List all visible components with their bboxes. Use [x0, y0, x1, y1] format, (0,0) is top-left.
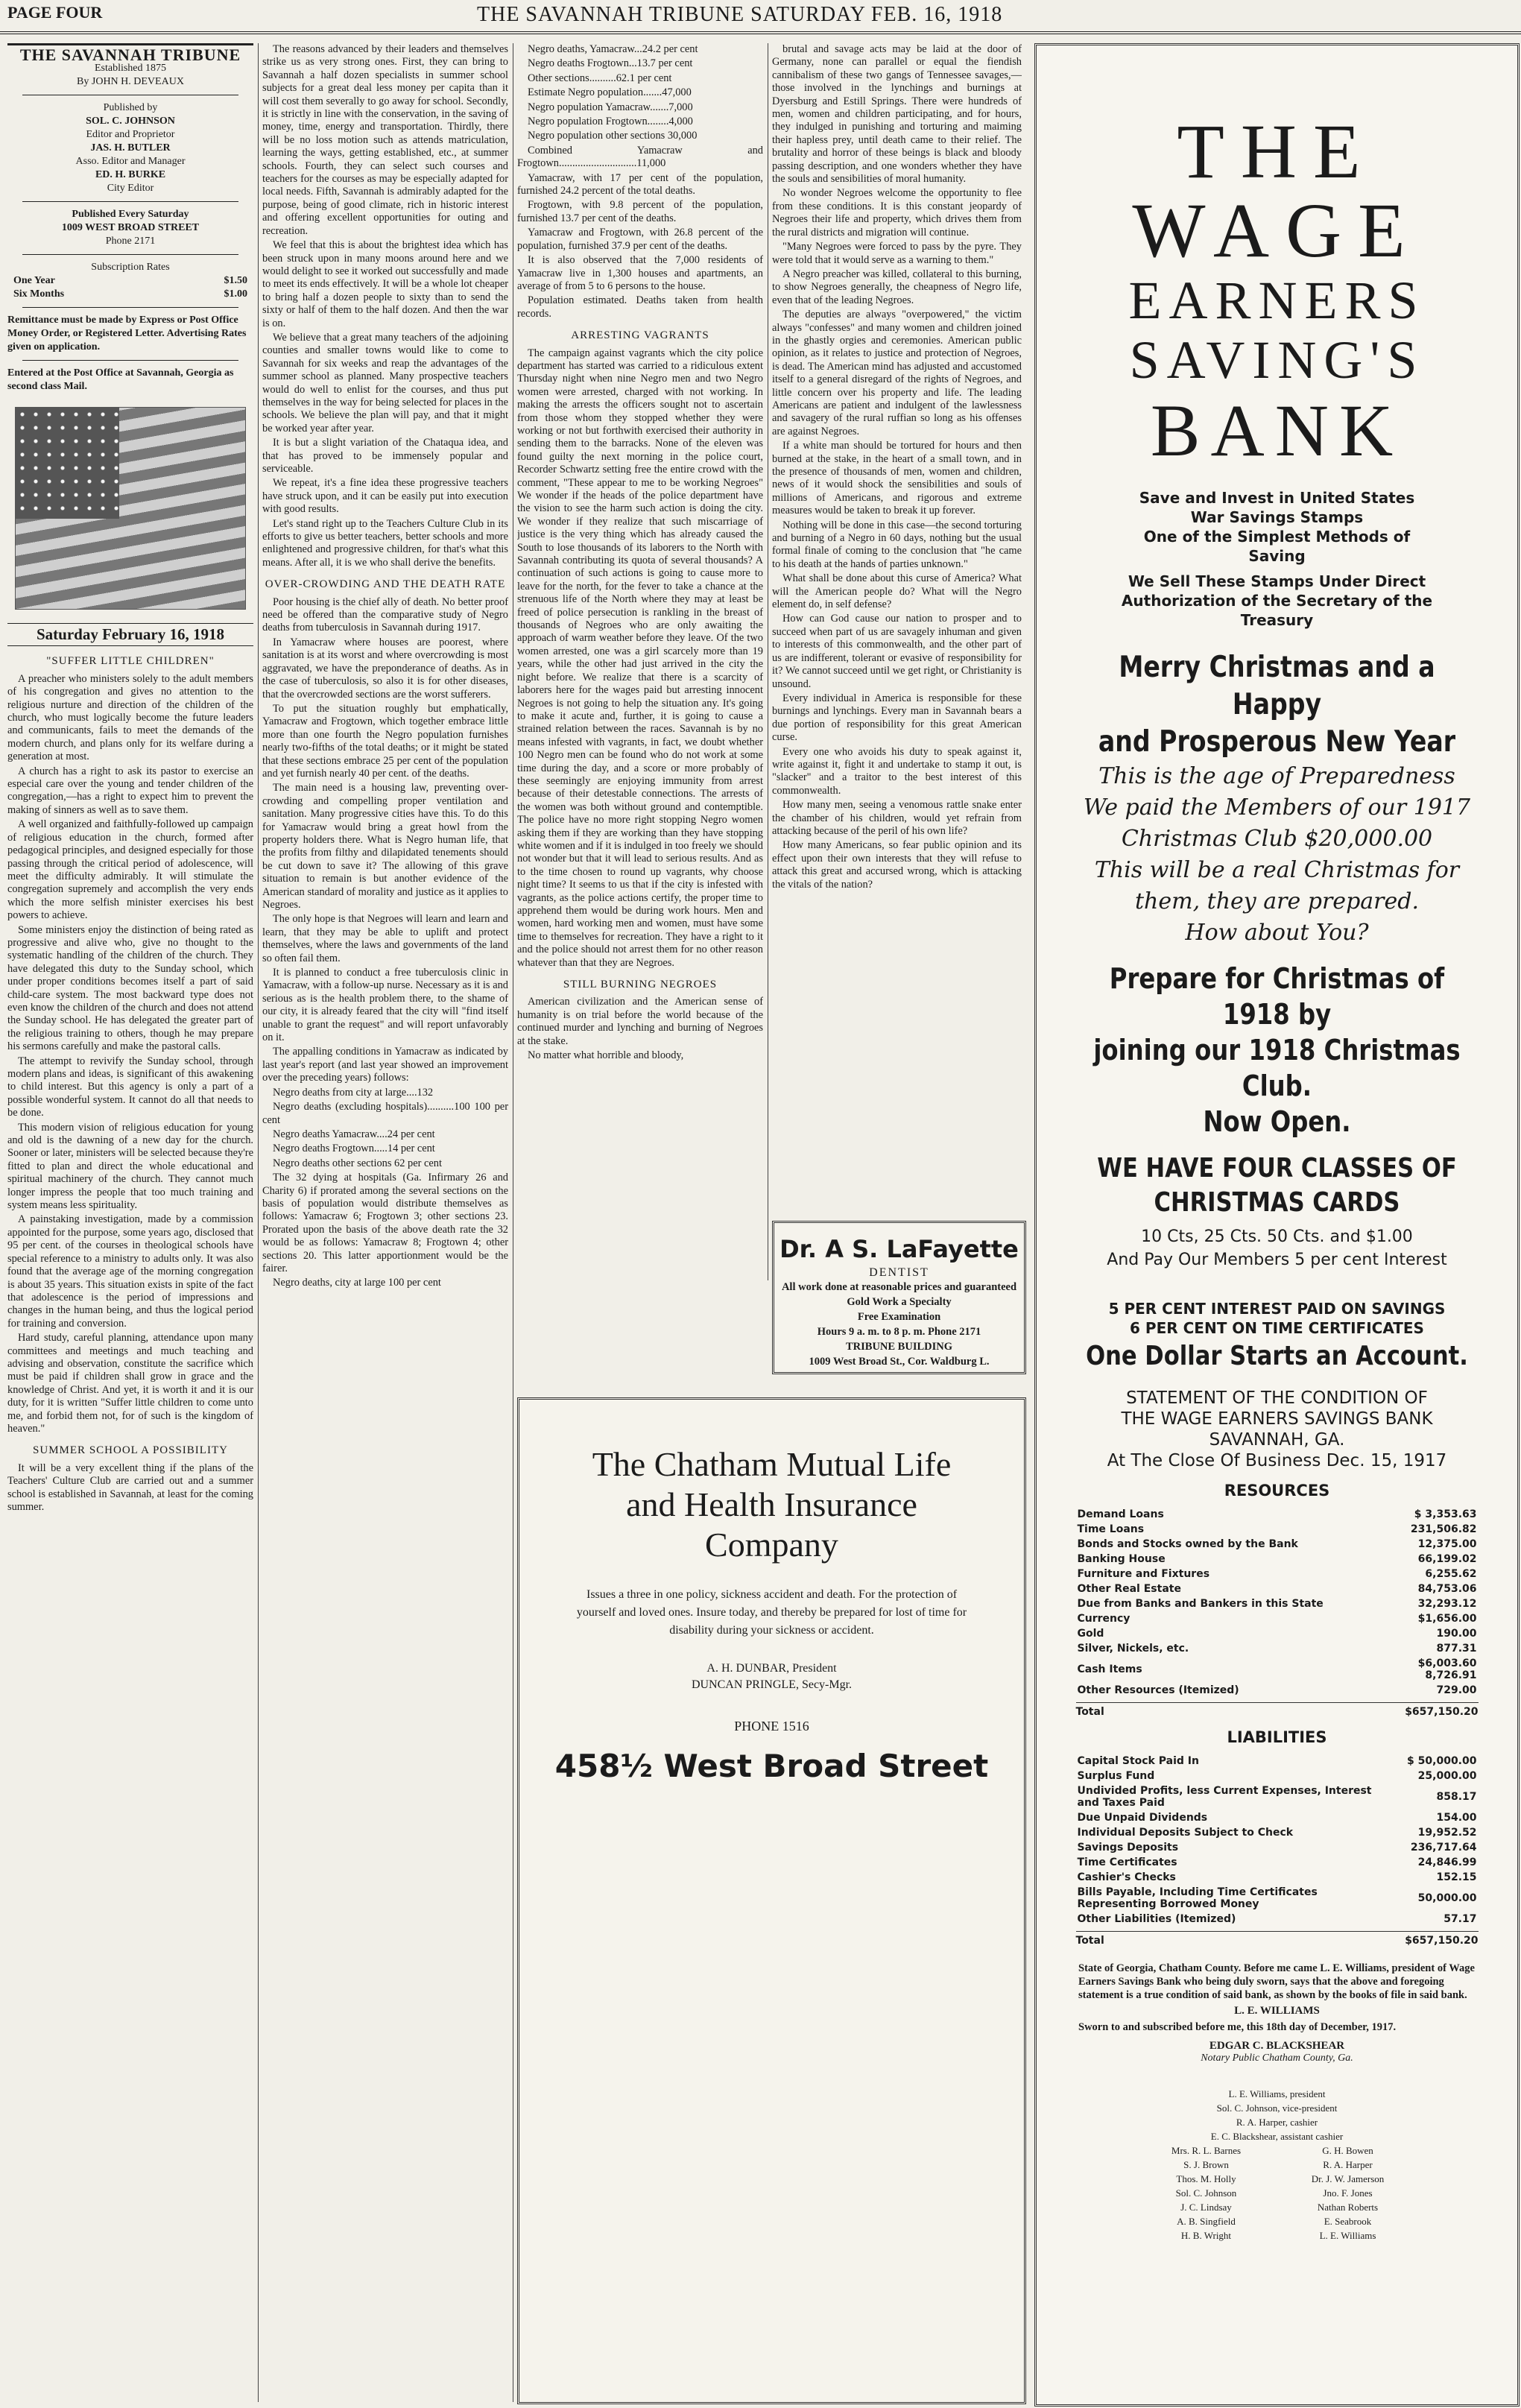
- stat-line: Combined Yamacraw and Frogtown.............................11,000: [517, 144, 763, 170]
- masthead-pub-info: Published Every Saturday: [72, 209, 189, 220]
- paragraph: No wonder Negroes welcome the opportunity to flee from these conditions. It is this constant jeopardy of Negroes their life and property, which drives them from the rural districts and migration will continue.: [772, 187, 1022, 238]
- issue-date: Saturday February 16, 1918: [7, 623, 253, 646]
- resources-total: Total $657,150.20: [1076, 1702, 1479, 1718]
- officer-name: Thos. M. Holly: [1176, 2173, 1236, 2184]
- table-row: Other Real Estate 84,753.06: [1077, 1583, 1477, 1595]
- table-row: Cashier's Checks 152.15: [1077, 1871, 1477, 1883]
- bank-italic-line: Christmas Club $20,000.00: [1121, 826, 1433, 852]
- paragraph: Yamacraw, with 17 per cent of the population, furnished 24.2 percent of the total deaths.: [517, 171, 763, 197]
- paragraph: Every one who avoids his duty to speak against it, write against it, fight it and undertake to stamp it out, is "slacker" and a traitor to the best interest of this commonwealth.: [772, 745, 1022, 797]
- bank-statement-line: At The Close Of Business Dec. 15, 1917: [1107, 1451, 1447, 1470]
- officer-name: L. E. Williams, president: [1228, 2088, 1326, 2099]
- bank-italic-line: We paid the Members of our 1917: [1083, 794, 1471, 821]
- masthead-assoc: JAS. H. BUTLER: [90, 142, 171, 154]
- table-row: Demand Loans $ 3,353.63: [1077, 1508, 1477, 1520]
- paragraph: Let's stand right up to the Teachers Culture Club in its efforts to give us better teachers, better schools and more enlightened and progressive children, for that's what this means. After all, it is we who shall derive the benefits.: [262, 517, 508, 569]
- masthead-name: THE SAVANNAH TRIBUNE: [7, 43, 253, 62]
- ad-chatham-phone: PHONE 1516: [734, 1719, 809, 1734]
- paragraph: A Negro preacher was killed, collateral to this burning, to show Negroes generally, the cheapness of Negro life, even that of the leading Negroes.: [772, 268, 1022, 306]
- paragraph: The reasons advanced by their leaders and themselves strike us as very strong ones. First, they can bring to Savannah a half dozen specialists in summer school subjects for a great deal less money per capita than it will cost them severally to go away for school. Secondly, it is strictly in line with the conservation, in the saving of money, time, energy and transportation. Thirdly, there will be no loss motion such as attends matriculation, learning the ways, getting established, etc., at summer schools. Fourth, they can select such courses and teachers for the courses as may be especially adapted for local needs. Fifth, Savannah is admirably adapted for the purpose, being of good climate, rich in historic interest and offering excellent opportunities for outing and recreation.: [262, 43, 508, 237]
- bank-line: Save and Invest in United States: [1139, 489, 1415, 507]
- stat-line: Negro deaths Frogtown.....14 per cent: [273, 1143, 435, 1155]
- rate-year-row: One Year $1.50: [13, 275, 247, 286]
- officer-name: S. J. Brown: [1183, 2159, 1229, 2170]
- officer-name: E. C. Blackshear, assistant cashier: [1210, 2131, 1344, 2142]
- stat-line: Negro deaths other sections 62 per cent: [273, 1157, 442, 1169]
- bank-title-savings: SAVING'S: [1129, 330, 1425, 390]
- column-4: [772, 43, 1022, 1213]
- masthead-published-by: Published by: [103, 102, 158, 113]
- bank-christmas-line: and Prosperous New Year: [1098, 725, 1456, 759]
- ad-wage-earners-bank: [1034, 43, 1520, 2407]
- paragraph: If a white man should be tortured for hours and then burned at the stake, in the heart of a small town, and in the presence of thousands of men, women and children, news of it would shock the sensibilities and souls of millions of Americans, and rigorous and extreme measures would be taken to break it up forever.: [772, 440, 1022, 517]
- bank-italic-line: This will be a real Christmas for: [1094, 857, 1460, 883]
- table-row: Due Unpaid Dividends 154.00: [1077, 1812, 1477, 1824]
- bank-card-prices: 10 Cts, 25 Cts. 50 Cts. and $1.00: [1141, 1227, 1413, 1246]
- liabilities-table: [1076, 1754, 1479, 1927]
- ad-chatham-insurance: [517, 1397, 1026, 2404]
- resources-heading: RESOURCES: [1224, 1482, 1330, 1500]
- officer-name: R. A. Harper, cashier: [1236, 2117, 1318, 2128]
- ad-chatham-body: Issues a three in one policy, sickness accident and death. For the protection of yourself and loved ones. Insure today, and thereby be prepared for lost of time for disability during your sickness or accident.: [576, 1588, 967, 1637]
- bank-prepare-line: joining our 1918 Christmas Club.: [1093, 1034, 1461, 1102]
- bank-title-the-wage: THE WAGE: [1132, 109, 1422, 274]
- bank-interest-line: 5 PER CENT INTEREST PAID ON SAVINGS: [1108, 1300, 1446, 1318]
- masthead: [7, 43, 253, 394]
- headline-still-burning: STILL BURNING NEGROES: [563, 979, 718, 991]
- paragraph: The main need is a housing law, preventing over-crowding and compelling proper ventilation and sanitation. Many progressive cities have this. To do this for Yamacraw would bring a great howl from the property holders there. What is Negro human life, that the profits from filthy and dilapidated tenements should be cut down to save it? The allowing of this grave situation to remain is but another evidence of the American standard of morality and justice as it applies to Negroes.: [262, 782, 508, 911]
- masthead-assoc-role: Asso. Editor and Manager: [75, 156, 186, 167]
- bank-signer: L. E. WILLIAMS: [1234, 2005, 1320, 2017]
- bank-italic-line: How about You?: [1185, 920, 1369, 946]
- ad-chatham-title-1: The Chatham Mutual Life: [592, 1445, 952, 1483]
- masthead-founder: By JOHN H. DEVEAUX: [77, 76, 184, 87]
- bank-prepare-line: Now Open.: [1203, 1105, 1351, 1138]
- officer-name: Sol. C. Johnson: [1175, 2187, 1237, 2199]
- resources-table: [1076, 1507, 1479, 1698]
- ad-chatham-secretary: DUNCAN PRINGLE, Secy-Mgr.: [691, 1678, 853, 1691]
- table-row: Bills Payable, Including Time Certificates Representing Borrowed Money 50,000.00: [1077, 1886, 1477, 1910]
- bank-line: We Sell These Stamps Under Direct Authorization of the Secretary of the Treasury: [1121, 572, 1433, 629]
- paragraph: The attempt to revivify the Sunday school, through modern plans and ideas, is significant of this awakening to child interest. But this agency is only a part of a possible wonderful system. It cannot do all that needs to be done.: [7, 1055, 253, 1119]
- paragraph: How many Americans, so fear public opinion and its effect upon their own interests that they will refuse to attack this great and accursed wrong, which is attacking the vitals of the nation?: [772, 839, 1022, 891]
- paragraph: A preacher who ministers solely to the adult members of his congregation and gives no attention to the religious nurture and direction of the children of the church, who must logically become the future leaders and communicants, fails to meet the demands of the modern church, and plans only for its welfare during a generation at most.: [7, 672, 253, 763]
- masthead-address: 1009 WEST BROAD STREET: [61, 222, 200, 233]
- table-row: Savings Deposits 236,717.64: [1077, 1842, 1477, 1854]
- paragraph: brutal and savage acts may be laid at the door of Germany, none can parallel or equal the fiendish cannibalism of these two gangs of Tennessee savages,—those involved in the lynchings and burnings at Dyersburg and Estill Springs. There were hundreds of men, women and children participating, and for hours, they indulged in punishing and torturing and maiming their hapless prey, until death came to their relief. The brutality and horror of these beings is black and bloody passing description, and one wonders whether they have the souls and sensibilities of moral humanity.: [772, 43, 1022, 186]
- ad-lafayette-title: DENTIST: [869, 1266, 929, 1279]
- bank-line: One of the Simplest Methods of: [1143, 528, 1411, 546]
- bank-officers: [1136, 2087, 1419, 2243]
- bank-statement-line: THE WAGE EARNERS SAVINGS BANK: [1121, 1409, 1433, 1429]
- table-row: Surplus Fund 25,000.00: [1077, 1770, 1477, 1782]
- bank-dollar-line: One Dollar Starts an Account.: [1086, 1341, 1468, 1371]
- table-row: Cash Items $6,003.60 8,726.91: [1077, 1658, 1477, 1681]
- stat-line: Negro population Yamacraw.......7,000: [528, 101, 693, 113]
- paragraph: Nothing will be done in this case—the second torturing and burning of a Negro in 60 days, nothing but the usual formal finale of coming to the conclusion that "he came to his death at the hands of parties unknown.": [772, 519, 1022, 570]
- bank-title-earners: EARNERS: [1128, 271, 1426, 330]
- paragraph: Hard study, careful planning, attendance upon many committees and meetings and much teaching and advising and observation, constitute the sacrifice which must be paid if children shall grow in grace and the knowledge of Christ. And yet, it is worth it and it is our duty, for it is written "Suffer little children to come unto me, and forbid them not, for of such is the kingdom of heaven.": [7, 1332, 253, 1435]
- officer-name: Dr. J. W. Jamerson: [1311, 2173, 1385, 2184]
- masthead-established: Established 1875: [94, 63, 167, 74]
- table-row: Gold 190.00: [1077, 1628, 1477, 1640]
- ad-line: Gold Work a Specialty: [847, 1296, 952, 1308]
- table-row: Silver, Nickels, etc. 877.31: [1077, 1643, 1477, 1655]
- stat-line: Negro deaths, city at large 100 per cent: [273, 1277, 441, 1289]
- ad-chatham-address: 458½ West Broad Street: [554, 1748, 989, 1784]
- stat-line: Other sections..........62.1 per cent: [528, 72, 672, 84]
- paragraph: The 32 dying at hospitals (Ga. Infirmary 26 and Charity 6) if prorated among the several sections on the basis of population would distribute themselves as follows: Yamacraw 6; Frogtown 3; other sections 23. Prorated upon the basis of the above death rate the 32 would be as follows: Yamacraw 8; Frogtown 4; other sections 20. This latter apportionment would be the fairer.: [262, 1172, 508, 1274]
- ad-lafayette-name: Dr. A S. LaFayette: [780, 1235, 1019, 1263]
- liabilities-total: Total $657,150.20: [1076, 1931, 1479, 1947]
- column-1: [7, 43, 253, 2402]
- paragraph: In Yamacraw where houses are poorest, where sanitation is at its worst and where overcrowding is most aggravated, we have the preponderance of deaths. As in the case of tuberculosis, so also it is for other diseases, that the overcrowded sections are the worst sufferers.: [262, 636, 508, 701]
- bank-notary-role: Notary Public Chatham County, Ga.: [1201, 2053, 1353, 2064]
- paragraph: We repeat, it's a fine idea these progressive teachers have struck upon, and it can be easily put into execution with good results.: [262, 477, 508, 516]
- bank-notary: EDGAR C. BLACKSHEAR: [1209, 2040, 1345, 2052]
- paragraph: To put the situation roughly but emphatically, Yamacraw and Frogtown, which together embrace little more than one fourth the Negro population furnishes nearly two-fifths of the total deaths; or it might be stated that these sections embrace 25 per cent of the population and yet furnish nearly 40 per cent. of the deaths.: [262, 702, 508, 780]
- headline-arresting-vagrants: ARRESTING VAGRANTS: [571, 329, 709, 342]
- officer-name: A. B. Singfield: [1177, 2216, 1236, 2227]
- paragraph: A well organized and faithfully-followed up campaign of religious education in the church, formed after pedagogical principles, and designed especially for those passing through the critical period of adolescence, will meet the difficulty admirably. It will stimulate the congregation supremely and accomplish the very ends which the more selfish minister exercises his best powers to achieve.: [7, 818, 253, 922]
- table-row: Banking House 66,199.02: [1077, 1553, 1477, 1565]
- stat-line: Negro population Frogtown........4,000: [528, 116, 693, 128]
- paragraph: It is also observed that the 7,000 residents of Yamacraw live in 1,300 houses and apartments, an average of from 5 to 6 persons to the house.: [517, 254, 763, 292]
- column-3: [517, 43, 763, 1392]
- paragraph: The only hope is that Negroes will learn and learn and learn, that they may be able to uplift and protect themselves, where the laws and governments of the land so often fail them.: [262, 913, 508, 964]
- officer-name: E. Seabrook: [1324, 2216, 1372, 2227]
- headline-suffer-little-children: "SUFFER LITTLE CHILDREN": [46, 655, 215, 668]
- bank-oath: State of Georgia, Chatham County. Before me came L. E. Williams, president of Wage Earners Savings Bank who being duly sworn, says that the above and foregoing statement is a true condition of said bank, as shown by the books of file in said bank.: [1078, 1962, 1475, 2001]
- bank-cards-line: WE HAVE FOUR CLASSES OF: [1097, 1153, 1457, 1184]
- stat-line: Negro deaths from city at large....132: [273, 1086, 434, 1099]
- header-title-line: THE SAVANNAH TRIBUNE SATURDAY FEB. 16, 1918: [477, 3, 1003, 26]
- table-row: Due from Banks and Bankers in this State 32,293.12: [1077, 1598, 1477, 1610]
- bank-christmas-line: Merry Christmas and a Happy: [1119, 651, 1435, 721]
- paragraph: The campaign against vagrants which the city police department has started was carried to a ridiculous extent Thursday night when nine Negro men and two Negro women were arrested, charged with not working. In making the arrests the officers sought not to ascertain from those whom they stopped whether they were working or not but forthwith exercised their authority in sending them to the barracks. None of the eleven was found guilty the next morning in the police court, Recorder Schwartz setting free the entire crowd with the comment, "These appear to me to be working Negroes" We wonder if the heads of the police department have the vision to see the harm such action is doing the city. We wonder if they realize that such miscarriage of justice is the very thing which has already caused the South to lose thousands of its laborers to the North with Savannah contributing its quota of several thousands? A continuation of such actions is going to cause more to leave for the north, for the fever to take a chance at the strenuous life of the North where they may at least be freed of police persecution is rankling in the breast of thousands of Negroes who are only awaiting the approach of warm weather before they leave. Of the two women arrested, one was a girl scarcely more than 19 years, while the other had just arrived in the city the night before. We realize that there is a scarcity of laborers here for the wages paid but arresting innocent Negroes is not going to help the situation any. It's going to make it acute and, further, it is going to cause a strained relation between the races. Savannah is by no means infested with vagrants, in fact, we doubt whether 100 Negro men can be found who do not work at some time during the day, and a score or more probably of these seemingly are enjoying immunity from arrest because of their detestable connections. The arrests of the women was both without ground and contemptible. The police have no more right stopping Negro women asking them if they are working than they have stopping white women and if it is indulged in too freely we should not wonder but that it will lead to serious results. And as to the time chosen to round up vagrants, why choose night time? It seems to us that if the city is infested with vagrants, as the police actions certify, the proper time to apprehend them would be during work hours. Men and women, hard working men and women, must have some time to themselves for recreation. They have a right to it and the police should not arrest them for no other reason whatever than that they are Negroes.: [517, 347, 763, 969]
- page-header: [0, 0, 1521, 34]
- masthead-phone: Phone 2171: [105, 236, 156, 247]
- officer-name: G. H. Bowen: [1322, 2145, 1373, 2156]
- officer-name: Sol. C. Johnson, vice-president: [1216, 2102, 1338, 2114]
- ad-line: 1009 West Broad St., Cor. Waldburg L.: [809, 1356, 990, 1368]
- headline-over-crowding: OVER-CROWDING AND THE DEATH RATE: [265, 578, 506, 591]
- bank-italic-line: This is the age of Preparedness: [1098, 763, 1455, 789]
- paragraph: No matter what horrible and bloody,: [528, 1049, 684, 1062]
- paragraph: "Many Negroes were forced to pass by the pyre. They were told that it would serve as a warning to them.": [772, 241, 1022, 266]
- table-row: Other Liabilities (Itemized) 57.17: [1077, 1913, 1477, 1925]
- page-number-label: PAGE FOUR: [7, 3, 103, 22]
- ad-line: TRIBUNE BUILDING: [845, 1341, 953, 1353]
- stat-line: Estimate Negro population.......47,000: [528, 86, 692, 99]
- flag-illustration: [15, 407, 246, 610]
- table-row: Furniture and Fixtures 6,255.62: [1077, 1568, 1477, 1580]
- paragraph: Every individual in America is responsible for these burnings and lynchings. Every man in Savannah bears a due portion of responsibility for this great American curse.: [772, 692, 1022, 744]
- masthead-city-editor-role: City Editor: [107, 183, 154, 194]
- column-divider: [258, 43, 259, 2402]
- paragraph: Yamacraw and Frogtown, with 26.8 percent of the population, furnished 37.9 per cent of the deaths.: [517, 227, 763, 252]
- masthead-city-editor: ED. H. BURKE: [95, 169, 166, 180]
- paragraph: The deputies are always "overpowered," the victim always "confesses" and many women and children joined in the ghastly orgies and ceremonies. American public opinion, as it relates to justice and protection of Negroes, is dead. The American mind has adjusted and accustomed itself to a general disregard of the rights of Negroes, and little concern over his property and life. The leading Americans are patient and indulgent of the lawlessness and savagery of the rural ruffian so long as his offenses are against Negroes.: [772, 309, 1022, 437]
- officer-name: H. B. Wright: [1180, 2230, 1232, 2241]
- bank-statement-line: SAVANNAH, GA.: [1209, 1430, 1345, 1450]
- paragraph: It will be a very excellent thing if the plans of the Teachers' Culture Club are carried out and a summer school is established in Savannah, at least for the coming summer.: [7, 1461, 253, 1513]
- remittance-note: Remittance must be made by Express or Post Office Money Order, or Registered Letter. Advertising Rates given on application.: [7, 315, 247, 353]
- paragraph: How many men, seeing a venomous rattle snake enter the chamber of his children, would yet refrain from attacking because of the peril of his own life?: [772, 799, 1022, 837]
- rate-six-row: Six Months $1.00: [13, 288, 247, 300]
- officer-name: Jno. F. Jones: [1323, 2187, 1373, 2199]
- ad-line: Hours 9 a. m. to 8 p. m. Phone 2171: [817, 1326, 981, 1338]
- paragraph: This modern vision of religious education for young and old is the dawning of a new day for the church. Sooner or later, ministers will be selected because they're fitted to plan and direct the whole educational and spiritual machinery of the church. They cannot much longer impress the people that too much training and system means less spirituality.: [7, 1121, 253, 1212]
- officer-name: R. A. Harper: [1323, 2159, 1373, 2170]
- entered-note: Entered at the Post Office at Savannah, Georgia as second class Mail.: [7, 367, 234, 392]
- bank-prepare-line: Prepare for Christmas of 1918 by: [1109, 962, 1445, 1031]
- bank-statement-line: STATEMENT OF THE CONDITION OF: [1126, 1388, 1428, 1408]
- subscription-title: Subscription Rates: [91, 262, 170, 273]
- bank-line: War Savings Stamps: [1190, 508, 1364, 526]
- bank-interest-line: 6 PER CENT ON TIME CERTIFICATES: [1130, 1319, 1424, 1337]
- column-2: [262, 43, 508, 2402]
- paragraph: It is but a slight variation of the Chataqua idea, and that has proved to be immensely popular and serviceable.: [262, 437, 508, 475]
- ad-line: All work done at reasonable prices and guaranteed: [781, 1281, 1017, 1293]
- table-row: Individual Deposits Subject to Check 19,952.52: [1077, 1827, 1477, 1839]
- bank-title-bank: BANK: [1150, 389, 1404, 472]
- paragraph: What shall be done about this curse of America? What will the American people do? What will the Negro element do, in self defense?: [772, 572, 1022, 611]
- table-row: Capital Stock Paid In $ 50,000.00: [1077, 1755, 1477, 1767]
- paragraph: Population estimated. Deaths taken from health records.: [517, 294, 763, 320]
- table-row: Currency $1,656.00: [1077, 1613, 1477, 1625]
- officer-name: L. E. Williams: [1319, 2230, 1376, 2241]
- bank-sworn: Sworn to and subscribed before me, this 18th day of December, 1917.: [1078, 2021, 1397, 2033]
- bank-line: Saving: [1248, 547, 1306, 565]
- paragraph: Poor housing is the chief ally of death. No better proof need be offered than the comparative study of Negro deaths from tuberculosis in Savannah during 1917.: [262, 595, 508, 634]
- officer-name: Mrs. R. L. Barnes: [1171, 2145, 1242, 2156]
- ad-line: Free Examination: [857, 1311, 941, 1323]
- stat-line: Negro deaths, Yamacraw...24.2 per cent: [528, 43, 698, 55]
- paragraph: A church has a right to ask its pastor to exercise an especial care over the young and tender children of the congregation,—has a right to expect him to prevent the making of sinners as well as to save them.: [7, 765, 253, 816]
- ad-lafayette-dentist: [772, 1221, 1026, 1374]
- masthead-publisher-role: Editor and Proprietor: [86, 129, 175, 140]
- officer-name: J. C. Lindsay: [1180, 2202, 1232, 2213]
- paragraph: American civilization and the American sense of humanity is on trial before the world because of the continued murder and lynching and burning of Negroes at the stake.: [517, 996, 763, 1047]
- paragraph: We believe that a great many teachers of the adjoining counties and smaller towns would like to come to Savannah for six weeks and reap the advantages of the summer school as planned. Many prospective teachers would do well to enlist for the courses, and thus put themselves in the way for being selected for places in the schools. We believe the plan will pay, and that it might be worked year after year.: [262, 331, 508, 434]
- stat-line: Negro deaths Yamacraw....24 per cent: [273, 1128, 435, 1140]
- paragraph: How can God cause our nation to prosper and to succeed when part of us are savagely inhuman and given to interests of this commonwealth, and the other part of us are indifferent, tolerant or evasive of responsibility for it? We cannot succeed until we get right, or Christianity is unsound.: [772, 613, 1022, 690]
- headline-summer-school: SUMMER SCHOOL A POSSIBILITY: [33, 1444, 228, 1457]
- table-row: Other Resources (Itemized) 729.00: [1077, 1684, 1477, 1696]
- masthead-publisher: SOL. C. JOHNSON: [86, 116, 175, 127]
- table-row: Undivided Profits, less Current Expenses, Interest and Taxes Paid 858.17: [1077, 1785, 1477, 1809]
- paragraph: It is planned to conduct a free tuberculosis clinic in Yamacraw, with a follow-up nurse. Necessary as it is and serious as is the health problem there, to the shame of our city, it is already feared that the city will "find itself unable to grant the request" and will report unfavorably on it.: [262, 967, 508, 1044]
- ad-chatham-president: A. H. DUNBAR, President: [706, 1662, 837, 1675]
- stat-line: Negro population other sections 30,000: [528, 130, 698, 142]
- table-row: Time Certificates 24,846.99: [1077, 1856, 1477, 1868]
- ad-chatham-title-2: and Health Insurance: [626, 1485, 917, 1523]
- stat-line: Negro deaths Frogtown...13.7 per cent: [528, 57, 693, 70]
- paragraph: The appalling conditions in Yamacraw as indicated by last year's report (and last year showed an improvement over the preceding years) follows:: [262, 1046, 508, 1084]
- officer-name: Nathan Roberts: [1317, 2202, 1379, 2213]
- table-row: Time Loans 231,506.82: [1077, 1523, 1477, 1535]
- liabilities-heading: LIABILITIES: [1227, 1728, 1327, 1746]
- paragraph: Frogtown, with 9.8 percent of the population, furnished 13.7 per cent of the deaths.: [517, 199, 763, 224]
- paragraph: A painstaking investigation, made by a commission appointed for the purpose, some years ago, disclosed that 95 per cent. of the courses in theological schools have special reference to a ministry to adults only. It was also found that the average age of the morning congregation is about 35 years. This situation exists in spite of the fact that adolescence is the period of impressions and changes in the human being, and thus the logical period for training and conversion.: [7, 1213, 253, 1330]
- bank-interest-note: And Pay Our Members 5 per cent Interest: [1107, 1251, 1447, 1269]
- bank-italic-line: them, they are prepared.: [1134, 888, 1419, 914]
- table-row: Bonds and Stocks owned by the Bank 12,375.00: [1077, 1538, 1477, 1550]
- paragraph: We feel that this is about the brightest idea which has been struck upon in many moons around here and we would delight to see it worked out successfully and made to meet its ends effectively. It will be a whole lot cheaper to bring half a dozen people to sixty than to send the sixty or half of them to the half dozen. And then the war is on.: [262, 239, 508, 329]
- paragraph: Some ministers enjoy the distinction of being rated as progressive and alive who, give no thought to the systematic handling of the children of the church. They have delegated this duty to the Sunday school, which under proper conditions becomes itself a part of said child-care system. The most backward type does not even know the children of the church and does not attend the Sunday school. He has delegated the greater part of the religious training to others, though he may prepare his sermons carefully and make the pastoral calls.: [7, 923, 253, 1053]
- stat-line: Negro deaths (excluding hospitals)..........100 100 per cent: [262, 1101, 508, 1126]
- ad-chatham-title-3: Company: [705, 1526, 838, 1564]
- bank-cards-line: CHRISTMAS CARDS: [1154, 1187, 1400, 1218]
